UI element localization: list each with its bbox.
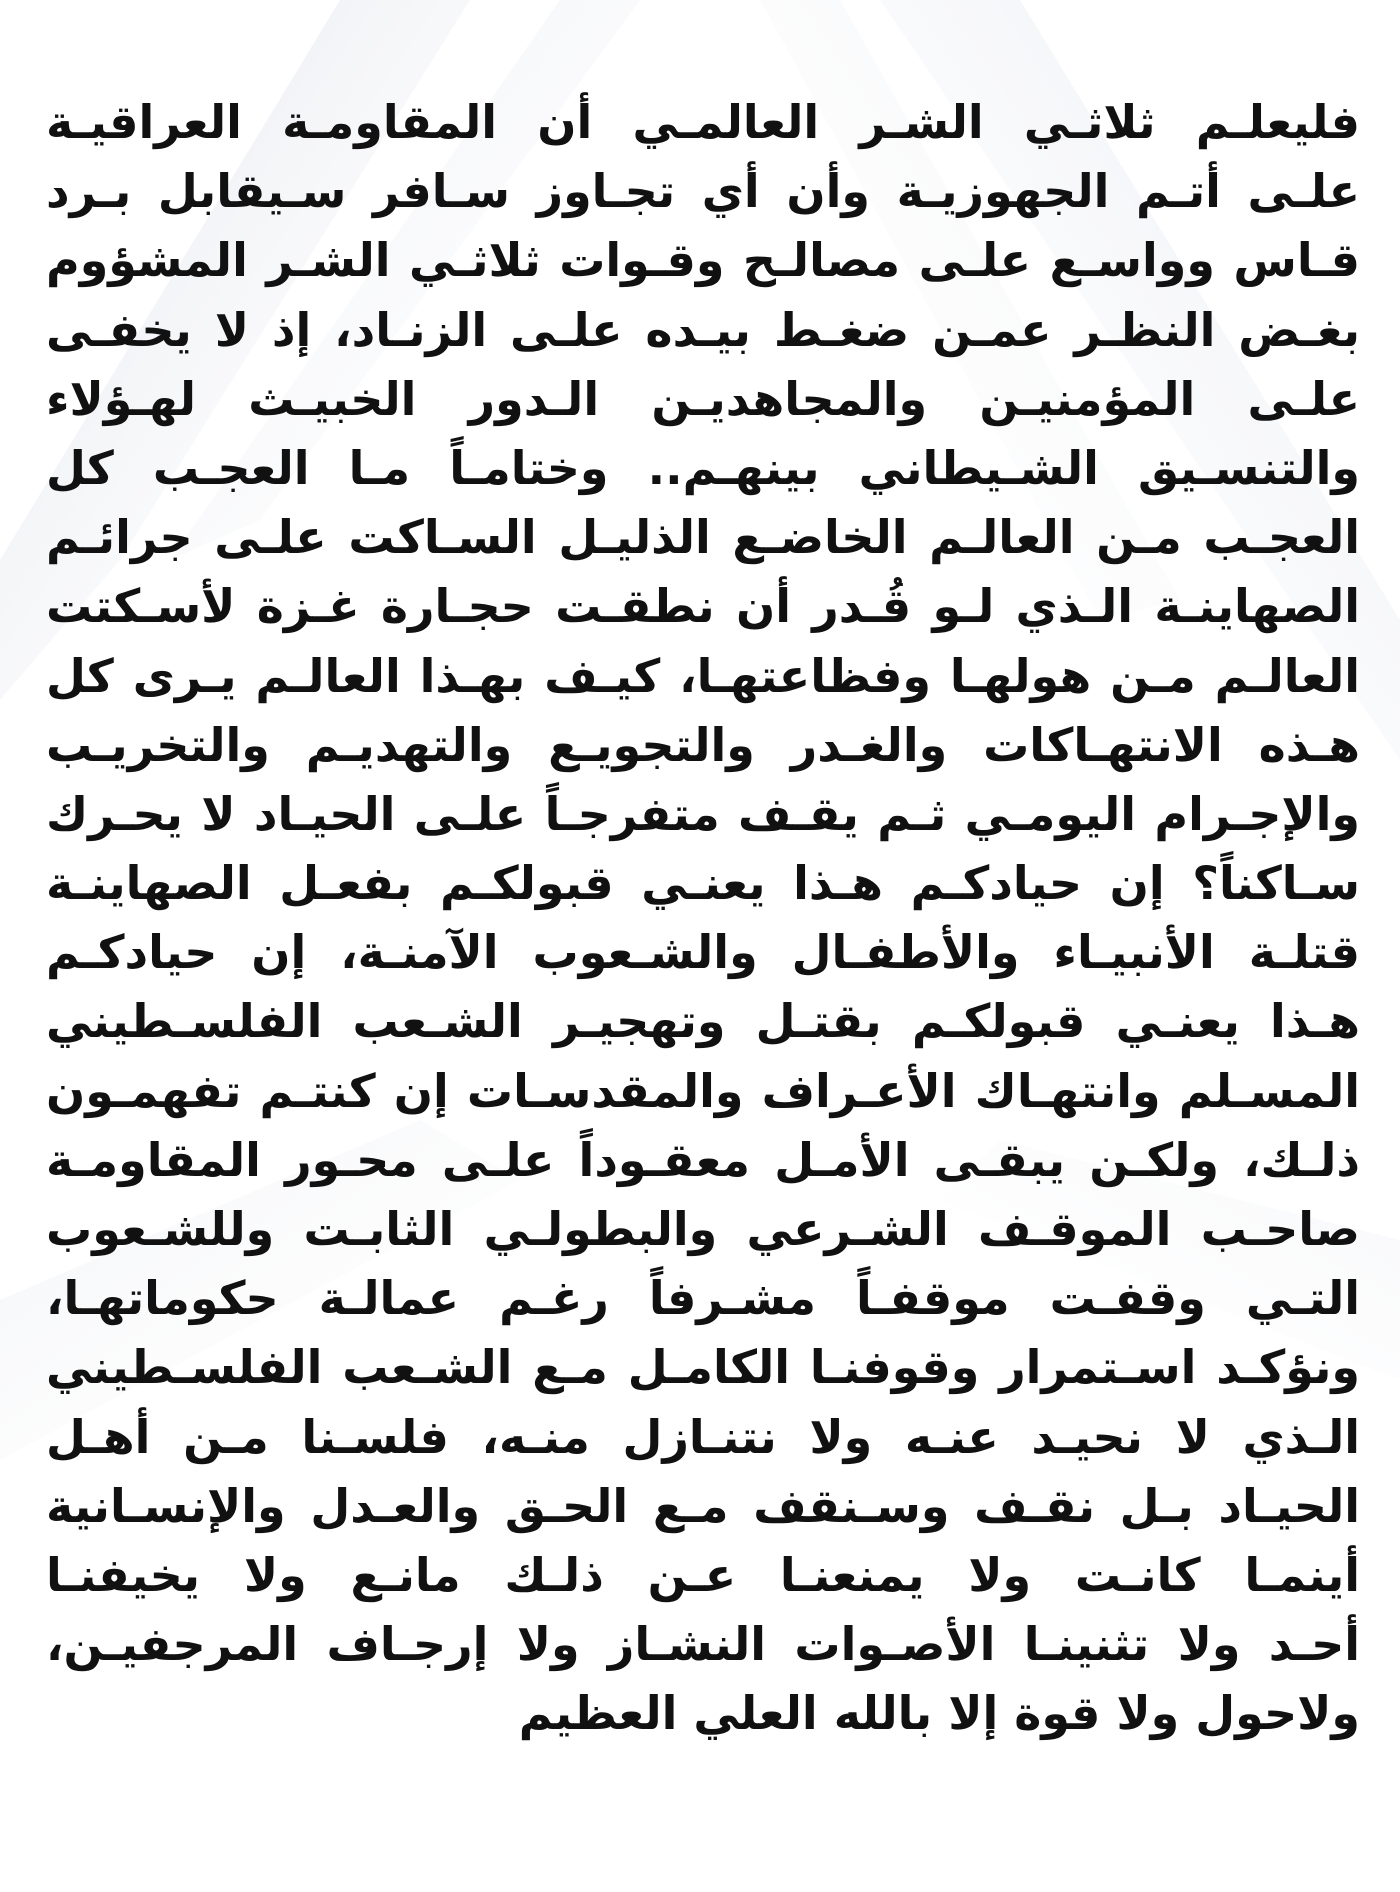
statement-line: سـاكناً؟ إن حيادكـم هـذا يعنـي قبولكـم بفعـل الصهاينـة	[46, 856, 1360, 911]
statement-text	[46, 88, 1360, 1749]
statement-line: أحـد ولا تثنينـا الأصـوات النشـاز ولا إرجـاف المرجفيـن،	[46, 1617, 1360, 1672]
statement-line: علـى أتـم الجهوزيـة وأن أي تجـاوز سـافر سـيقابل بـرد	[46, 164, 1360, 219]
statement-line: أينمـا كانـت ولا يمنعنـا عـن ذلـك مانـع ولا يخيفنـا	[46, 1547, 1360, 1602]
statement-line: فليعلـم ثلاثـي الشـر العالمـي أن المقاومـة العراقيـة	[46, 95, 1360, 149]
statement-line: صاحـب الموقـف الشـرعي والبطولـي الثابـت وللشـعوب	[46, 1202, 1360, 1256]
statement-line: هـذا يعنـي قبولكـم بقتـل وتهجيـر الشـعب الفلسـطيني	[46, 994, 1360, 1049]
statement-closing-line: ولاحول ولا قوة إلا بالله العلي العظيم	[518, 1686, 1360, 1741]
statement-line: هـذه الانتهـاكات والغـدر والتجويـع والتهديـم والتخريـب	[46, 717, 1360, 772]
statement-line: العالـم مـن هولهـا وفظاعتهـا، كيـف بهـذا العالـم يـرى كل	[46, 648, 1360, 703]
statement-line: الـذي لا نحيـد عنـه ولا نتنـازل منـه، فلسـنا مـن أهـل	[46, 1409, 1360, 1464]
statement-line: والإجـرام اليومـي ثـم يقـف متفرجـاً علـى الحيـاد لا يحـرك	[46, 786, 1360, 841]
statement-line: المسـلم وانتهـاك الأعـراف والمقدسـات إن كنتـم تفهمـون	[46, 1063, 1360, 1118]
statement-line: الحيـاد بـل نقـف وسـنقف مـع الحـق والعـدل والإنسـانية	[46, 1478, 1360, 1533]
statement-line: قـاس وواسـع علـى مصالـح وقـوات ثلاثـي الشـر المشؤوم	[46, 233, 1360, 288]
statement-line: والتنسـيق الشـيطاني بينهـم.. وختامـاً مـا العجـب كل	[46, 440, 1360, 495]
statement-line: العجـب مـن العالـم الخاضـع الذليـل السـاكت علـى جرائـم	[46, 510, 1360, 565]
statement-line: ذلـك، ولكـن يبقـى الأمـل معقـوداً علـى محـور المقاومـة	[46, 1132, 1360, 1187]
statement-line: ونؤكـد اسـتمرار وقوفنـا الكامـل مـع الشـعب الفلسـطيني	[46, 1340, 1360, 1395]
statement-line: بغـض النظـر عمـن ضغـط بيـده علـى الزنـاد، إذ لا يخفـى	[46, 302, 1360, 357]
statement-line: الصهاينـة الـذي لـو قُـدر أن نطقـت حجـارة غـزة لأسـكتت	[46, 579, 1360, 634]
statement-line: علـى المؤمنيـن والمجاهديـن الـدور الخبيـث لهـؤلاء	[46, 371, 1360, 426]
statement-line: التـي وقفـت موقفـاً مشـرفاً رغـم عمالـة حكوماتهـا،	[46, 1271, 1360, 1326]
statement-line: قتلـة الأنبيـاء والأطفـال والشـعوب الآمنـة، إن حيادكـم	[46, 925, 1360, 980]
